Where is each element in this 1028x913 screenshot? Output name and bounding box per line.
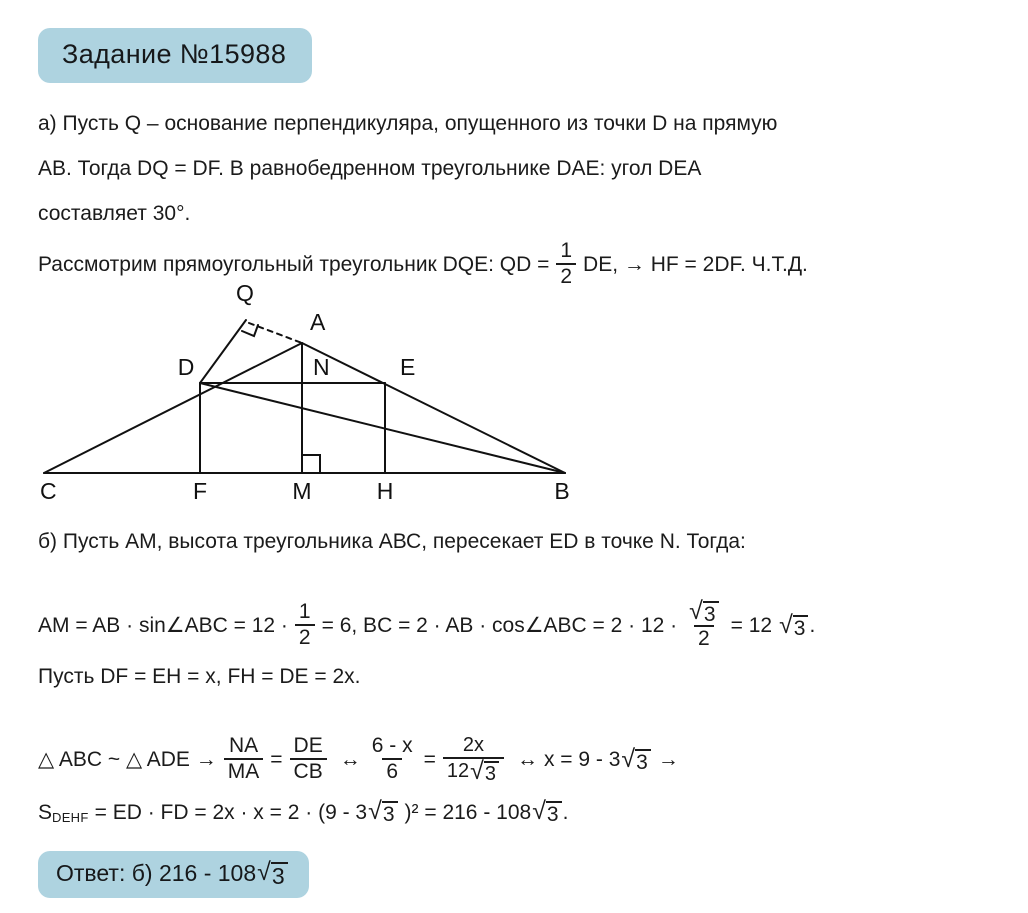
radical-sign-icon: √ bbox=[257, 857, 271, 886]
part-b-equation-4 bbox=[38, 797, 569, 826]
sqrt-3-answer bbox=[257, 857, 288, 889]
radicand: 3 bbox=[793, 615, 809, 639]
eq3-iff-2: ↔ bbox=[516, 748, 538, 772]
eq1-end: . bbox=[809, 614, 816, 638]
fraction-NA-over-MA bbox=[224, 735, 264, 783]
diagram-label-H: H bbox=[376, 478, 394, 504]
eq1-prefix: AM = AB · sin∠ABC = 12 · bbox=[38, 614, 288, 638]
radical-sign-icon: √ bbox=[368, 797, 382, 825]
eq3-tail-prefix: x = 9 - 3 bbox=[543, 748, 621, 772]
diagram-label-A: A bbox=[310, 309, 326, 335]
segment-CA bbox=[44, 343, 302, 473]
radical-sign-icon: √ bbox=[532, 797, 546, 825]
part-a-line-2: АВ. Тогда DQ = DF. В равнобедренном треугольнике DAE: угол DEA bbox=[38, 157, 702, 180]
segment-DQ bbox=[200, 320, 246, 383]
fraction-numerator: 6 - x bbox=[371, 734, 413, 758]
part-b-equation-3 bbox=[38, 736, 679, 784]
eq3-iff-1: ↔ bbox=[339, 748, 361, 772]
radicand: 3 bbox=[546, 801, 562, 825]
diagram-label-N: N bbox=[313, 354, 330, 380]
fraction-denominator: 6 bbox=[382, 758, 402, 783]
radical-sign-icon: √ bbox=[689, 597, 703, 625]
eq4-symbol-S: S bbox=[38, 800, 53, 824]
fraction-denominator: MA bbox=[224, 758, 264, 783]
fraction-one-half-b bbox=[295, 601, 315, 649]
answer-prefix: Ответ: б) 216 - 108 bbox=[56, 860, 257, 886]
eq3-equals-2: = bbox=[423, 748, 436, 772]
task-title-badge: Задание №15988 bbox=[38, 28, 312, 83]
right-angle-marker-M bbox=[302, 455, 320, 473]
fraction-DE-over-CB bbox=[290, 735, 327, 783]
segment-DB bbox=[200, 383, 565, 473]
fraction-denominator: 2 bbox=[295, 624, 315, 649]
fraction-sqrt3-over-2 bbox=[684, 597, 723, 650]
radicand: 3 bbox=[382, 801, 398, 825]
eq3-prefix: △ ABC ~ △ ADE → bbox=[38, 748, 217, 772]
part-a-line-4-prefix: Рассмотрим прямоугольный треугольник DQE: QD = bbox=[38, 253, 550, 277]
eq4-subscript: DEHF bbox=[52, 809, 89, 825]
eq1-middle: = 6, BC = 2 · AB · cos∠ABC = 2 · 12 · bbox=[321, 614, 678, 638]
radical-sign-icon: √ bbox=[470, 756, 484, 785]
radical-sign-icon: √ bbox=[621, 744, 636, 773]
eq4-end: . bbox=[562, 800, 569, 824]
diagram-label-E: E bbox=[400, 354, 416, 380]
segment-AB bbox=[302, 343, 565, 473]
answer-badge bbox=[38, 851, 309, 898]
sqrt-group bbox=[689, 597, 718, 626]
diagram-label-D: D bbox=[177, 354, 195, 380]
part-a-line-4 bbox=[38, 241, 808, 289]
radicand: 3 bbox=[635, 749, 651, 773]
fraction-numerator bbox=[684, 597, 723, 626]
diagram-label-M: M bbox=[292, 478, 312, 504]
diagram-label-C: C bbox=[40, 478, 57, 504]
fraction-numerator: 1 bbox=[298, 600, 311, 624]
fraction-numerator: NA bbox=[228, 734, 259, 758]
part-a-line-3: составляет 30°. bbox=[38, 202, 191, 225]
geometry-diagram bbox=[30, 283, 600, 513]
radical-sign-icon: √ bbox=[779, 610, 793, 639]
geometry-diagram-svg bbox=[30, 283, 600, 513]
fraction-numerator: DE bbox=[293, 734, 323, 758]
diagram-label-B: B bbox=[554, 478, 570, 504]
eq3-tail-arrow: → bbox=[657, 748, 679, 772]
diagram-label-F: F bbox=[192, 478, 208, 504]
diagram-label-Q: Q bbox=[236, 283, 254, 306]
eq3-equals-1: = bbox=[270, 748, 283, 772]
eq1-tail: = 12 bbox=[730, 614, 773, 638]
fraction-denominator bbox=[443, 757, 504, 783]
sqrt-3-eq4-first bbox=[368, 797, 397, 826]
radicand: 3 bbox=[271, 862, 288, 888]
sqrt-3-denominator bbox=[470, 756, 499, 785]
radicand: 3 bbox=[484, 761, 499, 784]
fraction-2x-over-12sqrt3 bbox=[443, 735, 504, 783]
part-a-line-4-suffix: DE, → HF = 2DF. Ч.Т.Д. bbox=[583, 253, 808, 277]
sqrt-3-eq3 bbox=[621, 744, 650, 774]
fraction-numerator: 2x bbox=[462, 734, 484, 756]
part-b-equation-2: Пусть DF = EH = x, FH = DE = 2x. bbox=[38, 665, 361, 688]
fraction-numerator: 1 bbox=[560, 239, 573, 262]
fraction-one-half-a bbox=[556, 240, 576, 288]
sqrt-3-eq1 bbox=[779, 610, 808, 640]
part-b-equation-1 bbox=[38, 597, 816, 651]
den-coefficient: 12 bbox=[446, 759, 470, 782]
part-a-line-1: а) Пусть Q – основание перпендикуляра, опущенного из точки D на прямую bbox=[38, 112, 778, 135]
fraction-denominator: CB bbox=[290, 758, 327, 783]
radicand: 3 bbox=[703, 601, 719, 625]
fraction-denominator: 2 bbox=[556, 263, 576, 288]
part-b-intro: б) Пусть АМ, высота треугольника АВС, пересекает ED в точке N. Тогда: bbox=[38, 530, 746, 553]
eq4-prefix: = ED · FD = 2x · x = 2 · (9 - 3 bbox=[94, 800, 368, 824]
right-angle-marker-Q bbox=[242, 325, 258, 336]
eq4-middle: )² = 216 - 108 bbox=[404, 800, 532, 824]
sqrt-3-eq4-second bbox=[532, 797, 561, 826]
fraction-6minusx-over-6 bbox=[368, 735, 417, 783]
fraction-denominator: 2 bbox=[694, 625, 714, 650]
